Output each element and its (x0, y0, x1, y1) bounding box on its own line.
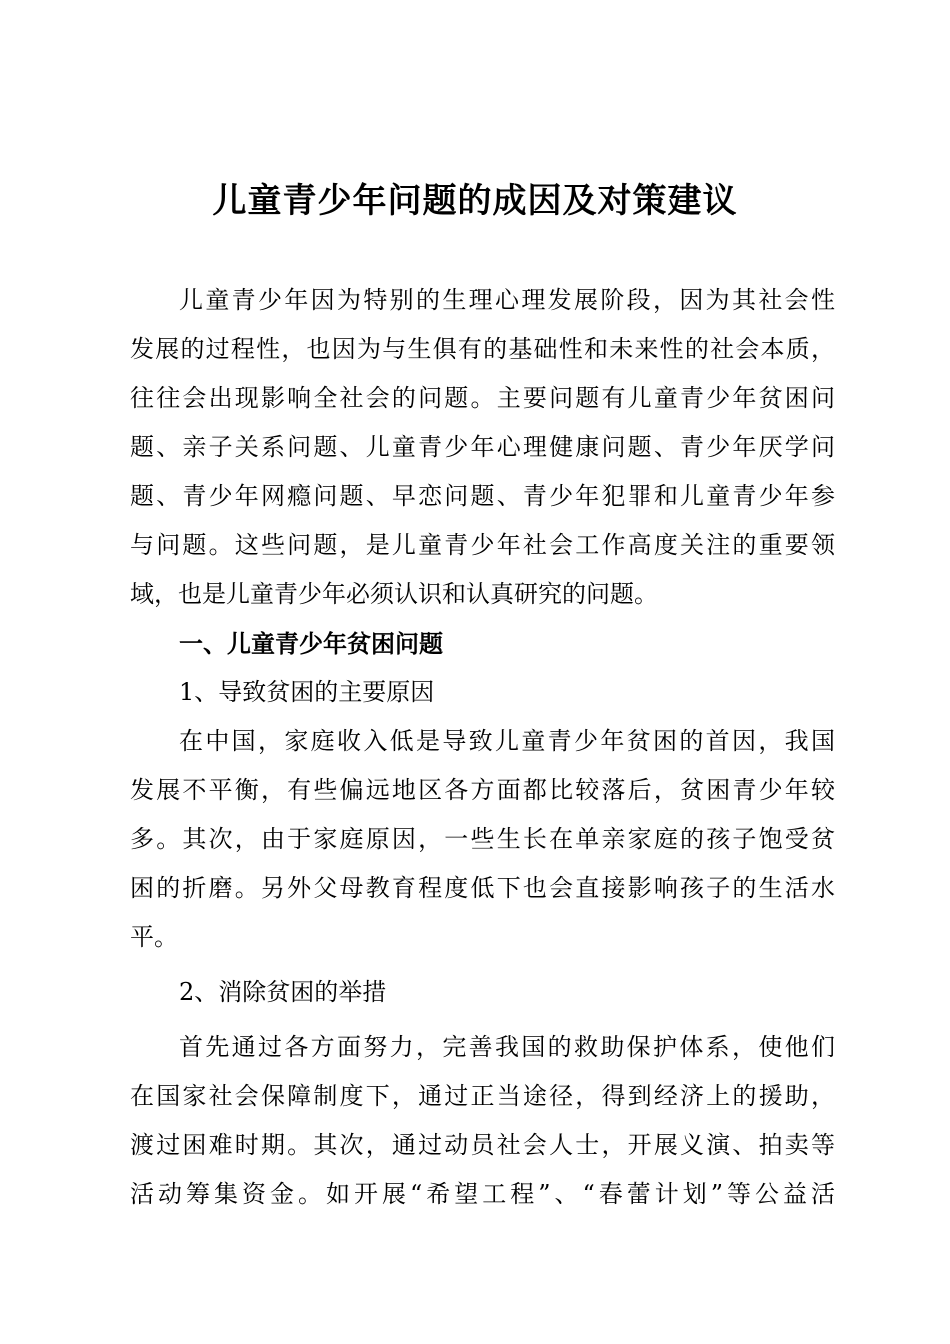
paragraph-line: 域，也是儿童青少年必须认识和认真研究的问题。 (130, 580, 658, 608)
paragraph-line: 题、青少年网瘾问题、早恋问题、青少年犯罪和儿童青少年参 (130, 482, 835, 510)
paragraph-line: 在国家社会保障制度下，通过正当途径，得到经济上的援助， (130, 1082, 835, 1110)
paragraph-line: 往往会出现影响全社会的问题。主要问题有儿童青少年贫困问 (130, 384, 835, 412)
subsection-heading: 2、消除贫困的举措 (179, 978, 387, 1006)
document-body (130, 276, 835, 1219)
document-title: 儿童青少年问题的成因及对策建议 (212, 181, 738, 221)
subsection-heading: 1、导致贫困的主要原因 (179, 678, 435, 706)
section-heading: 一、儿童青少年贫困问题 (179, 629, 443, 658)
paragraph-line: 活动筹集资金。如开展“希望工程”、“春蕾计划”等公益活 (130, 1180, 835, 1208)
paragraph-line: 与问题。这些问题，是儿童青少年社会工作高度关注的重要领 (130, 531, 835, 559)
paragraph-line: 儿童青少年因为特别的生理心理发展阶段，因为其社会性 (179, 286, 835, 314)
paragraph-line: 平。 (130, 923, 178, 951)
paragraph-line: 多。其次，由于家庭原因，一些生长在单亲家庭的孩子饱受贫 (130, 825, 835, 853)
paragraph-line: 首先通过各方面努力，完善我国的救助保护体系，使他们 (179, 1033, 835, 1061)
paragraph-line: 渡过困难时期。其次，通过动员社会人士，开展义演、拍卖等 (130, 1131, 835, 1159)
paragraph-line: 困的折磨。另外父母教育程度低下也会直接影响孩子的生活水 (130, 874, 835, 902)
paragraph-line: 发展的过程性，也因为与生俱有的基础性和未来性的社会本质， (130, 335, 835, 363)
paragraph-line: 发展不平衡，有些偏远地区各方面都比较落后，贫困青少年较 (130, 776, 835, 804)
paragraph-line: 在中国，家庭收入低是导致儿童青少年贫困的首因，我国 (179, 727, 835, 755)
paragraph-line: 题、亲子关系问题、儿童青少年心理健康问题、青少年厌学问 (130, 433, 835, 461)
